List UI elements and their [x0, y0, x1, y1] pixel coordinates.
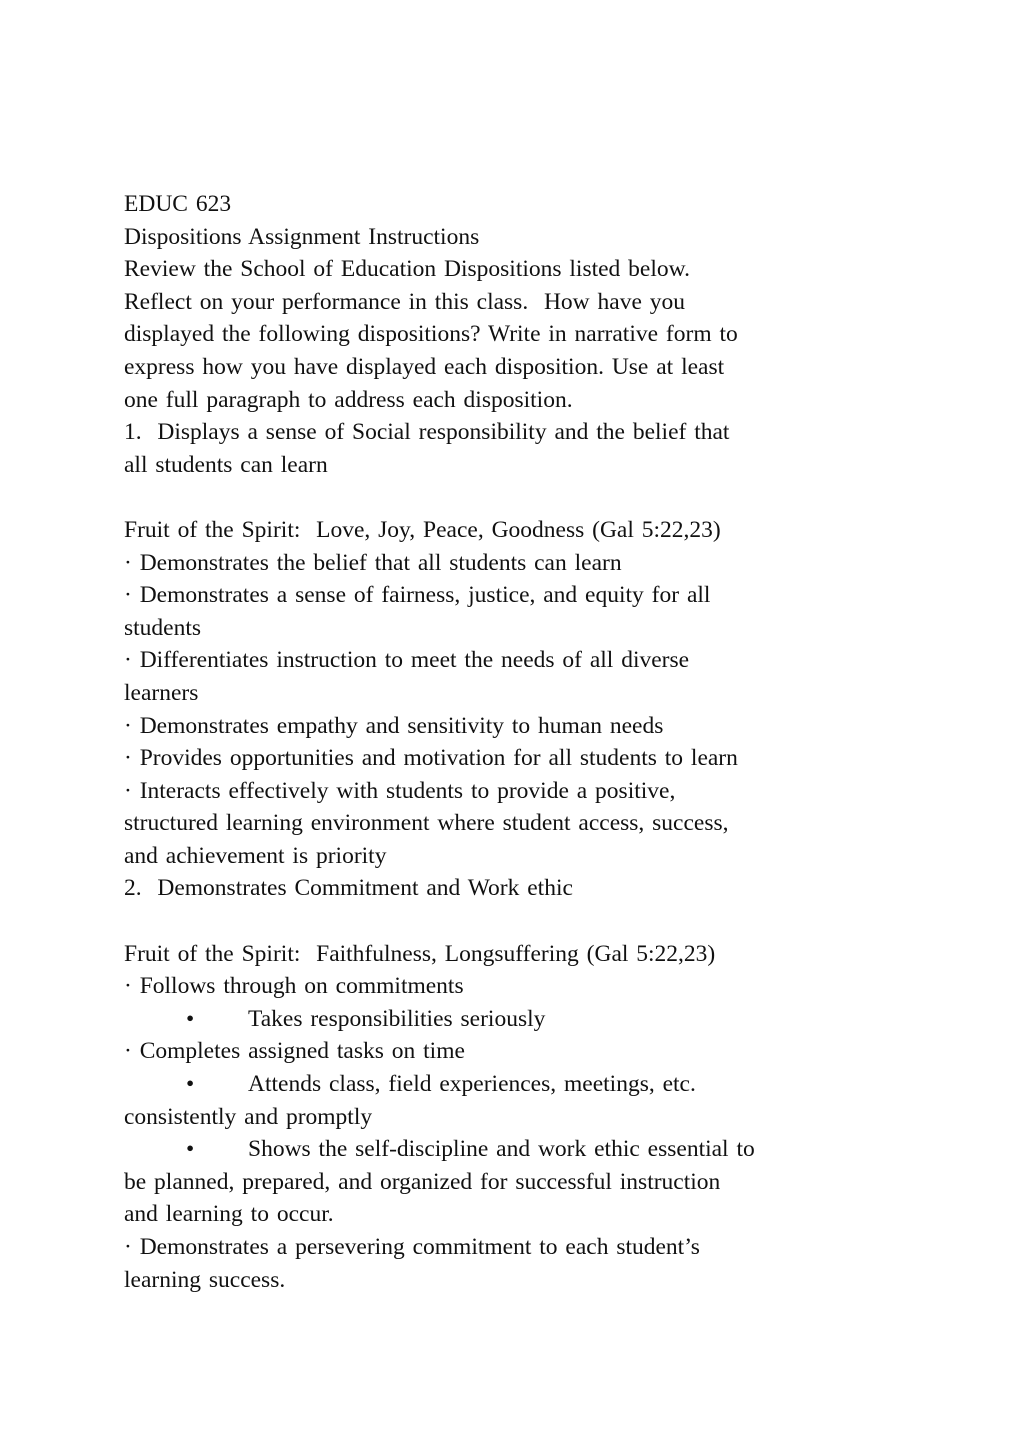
section2-item: · Demonstrates a persevering commitment to each student’s	[124, 1234, 700, 1260]
sub-bullet-continuation: consistently and promptly	[124, 1103, 373, 1130]
intro-line: displayed the following dispositions? Write in narrative form to	[124, 321, 738, 348]
section1-item: · Differentiates instruction to meet the needs of all diverse	[124, 647, 690, 674]
section1-heading: all students can learn	[124, 451, 328, 478]
intro-line: express how you have displayed each disposition. Use at least	[124, 353, 725, 380]
section2-item: learning success.	[124, 1266, 286, 1293]
sub-bullet-continuation: be planned, prepared, and organized for successful instruction	[124, 1168, 721, 1195]
blank-line	[124, 905, 914, 938]
section2-item: · Follows through on commitments	[124, 973, 464, 1000]
sub-bullet-text: Takes responsibilities seriously	[248, 1005, 546, 1032]
section1-item: · Provides opportunities and motivation for all students to learn	[124, 745, 738, 772]
section1-item: and achievement is priority	[124, 842, 387, 869]
sub-bullet-text: Shows the self-discipline and work ethic essential to	[248, 1136, 755, 1163]
section1-item: · Demonstrates the belief that all students can learn	[124, 549, 622, 576]
bullet-icon: •	[186, 1071, 195, 1098]
sub-bullet-text: Attends class, field experiences, meetings, etc.	[248, 1071, 696, 1098]
sub-bullet-item	[124, 1003, 914, 1036]
section1-item: · Demonstrates a sense of fairness, justice, and equity for all	[124, 582, 711, 609]
sub-bullet-item	[124, 1068, 914, 1101]
document-title: Dispositions Assignment Instructions	[124, 223, 480, 250]
bullet-icon: •	[186, 1136, 195, 1163]
section1-item: students	[124, 614, 202, 641]
section1-item: · Interacts effectively with students to provide a positive,	[124, 777, 676, 804]
bullet-icon: •	[186, 1005, 195, 1032]
document-body	[124, 188, 914, 1296]
section1-item: structured learning environment where student access, success,	[124, 810, 729, 837]
intro-line: one full paragraph to address each disposition.	[124, 386, 573, 413]
section2-item: · Completes assigned tasks on time	[124, 1038, 465, 1065]
intro-line: Reflect on your performance in this class. How have you	[124, 288, 685, 315]
section1-item: learners	[124, 679, 199, 706]
section2-fruit: Fruit of the Spirit: Faithfulness, Longsuffering (Gal 5:22,23)	[124, 940, 716, 967]
blank-line	[124, 481, 914, 514]
course-code: EDUC 623	[124, 191, 232, 217]
section1-fruit: Fruit of the Spirit: Love, Joy, Peace, Goodness (Gal 5:22,23)	[124, 516, 721, 543]
intro-line: Review the School of Education Dispositions listed below.	[124, 256, 690, 283]
section1-heading: 1. Displays a sense of Social responsibility and the belief that	[124, 419, 730, 446]
sub-bullet-item	[124, 1133, 914, 1166]
section1-item: · Demonstrates empathy and sensitivity to human needs	[124, 712, 664, 739]
section2-heading: 2. Demonstrates Commitment and Work ethic	[124, 875, 573, 902]
sub-bullet-continuation: and learning to occur.	[124, 1201, 334, 1228]
